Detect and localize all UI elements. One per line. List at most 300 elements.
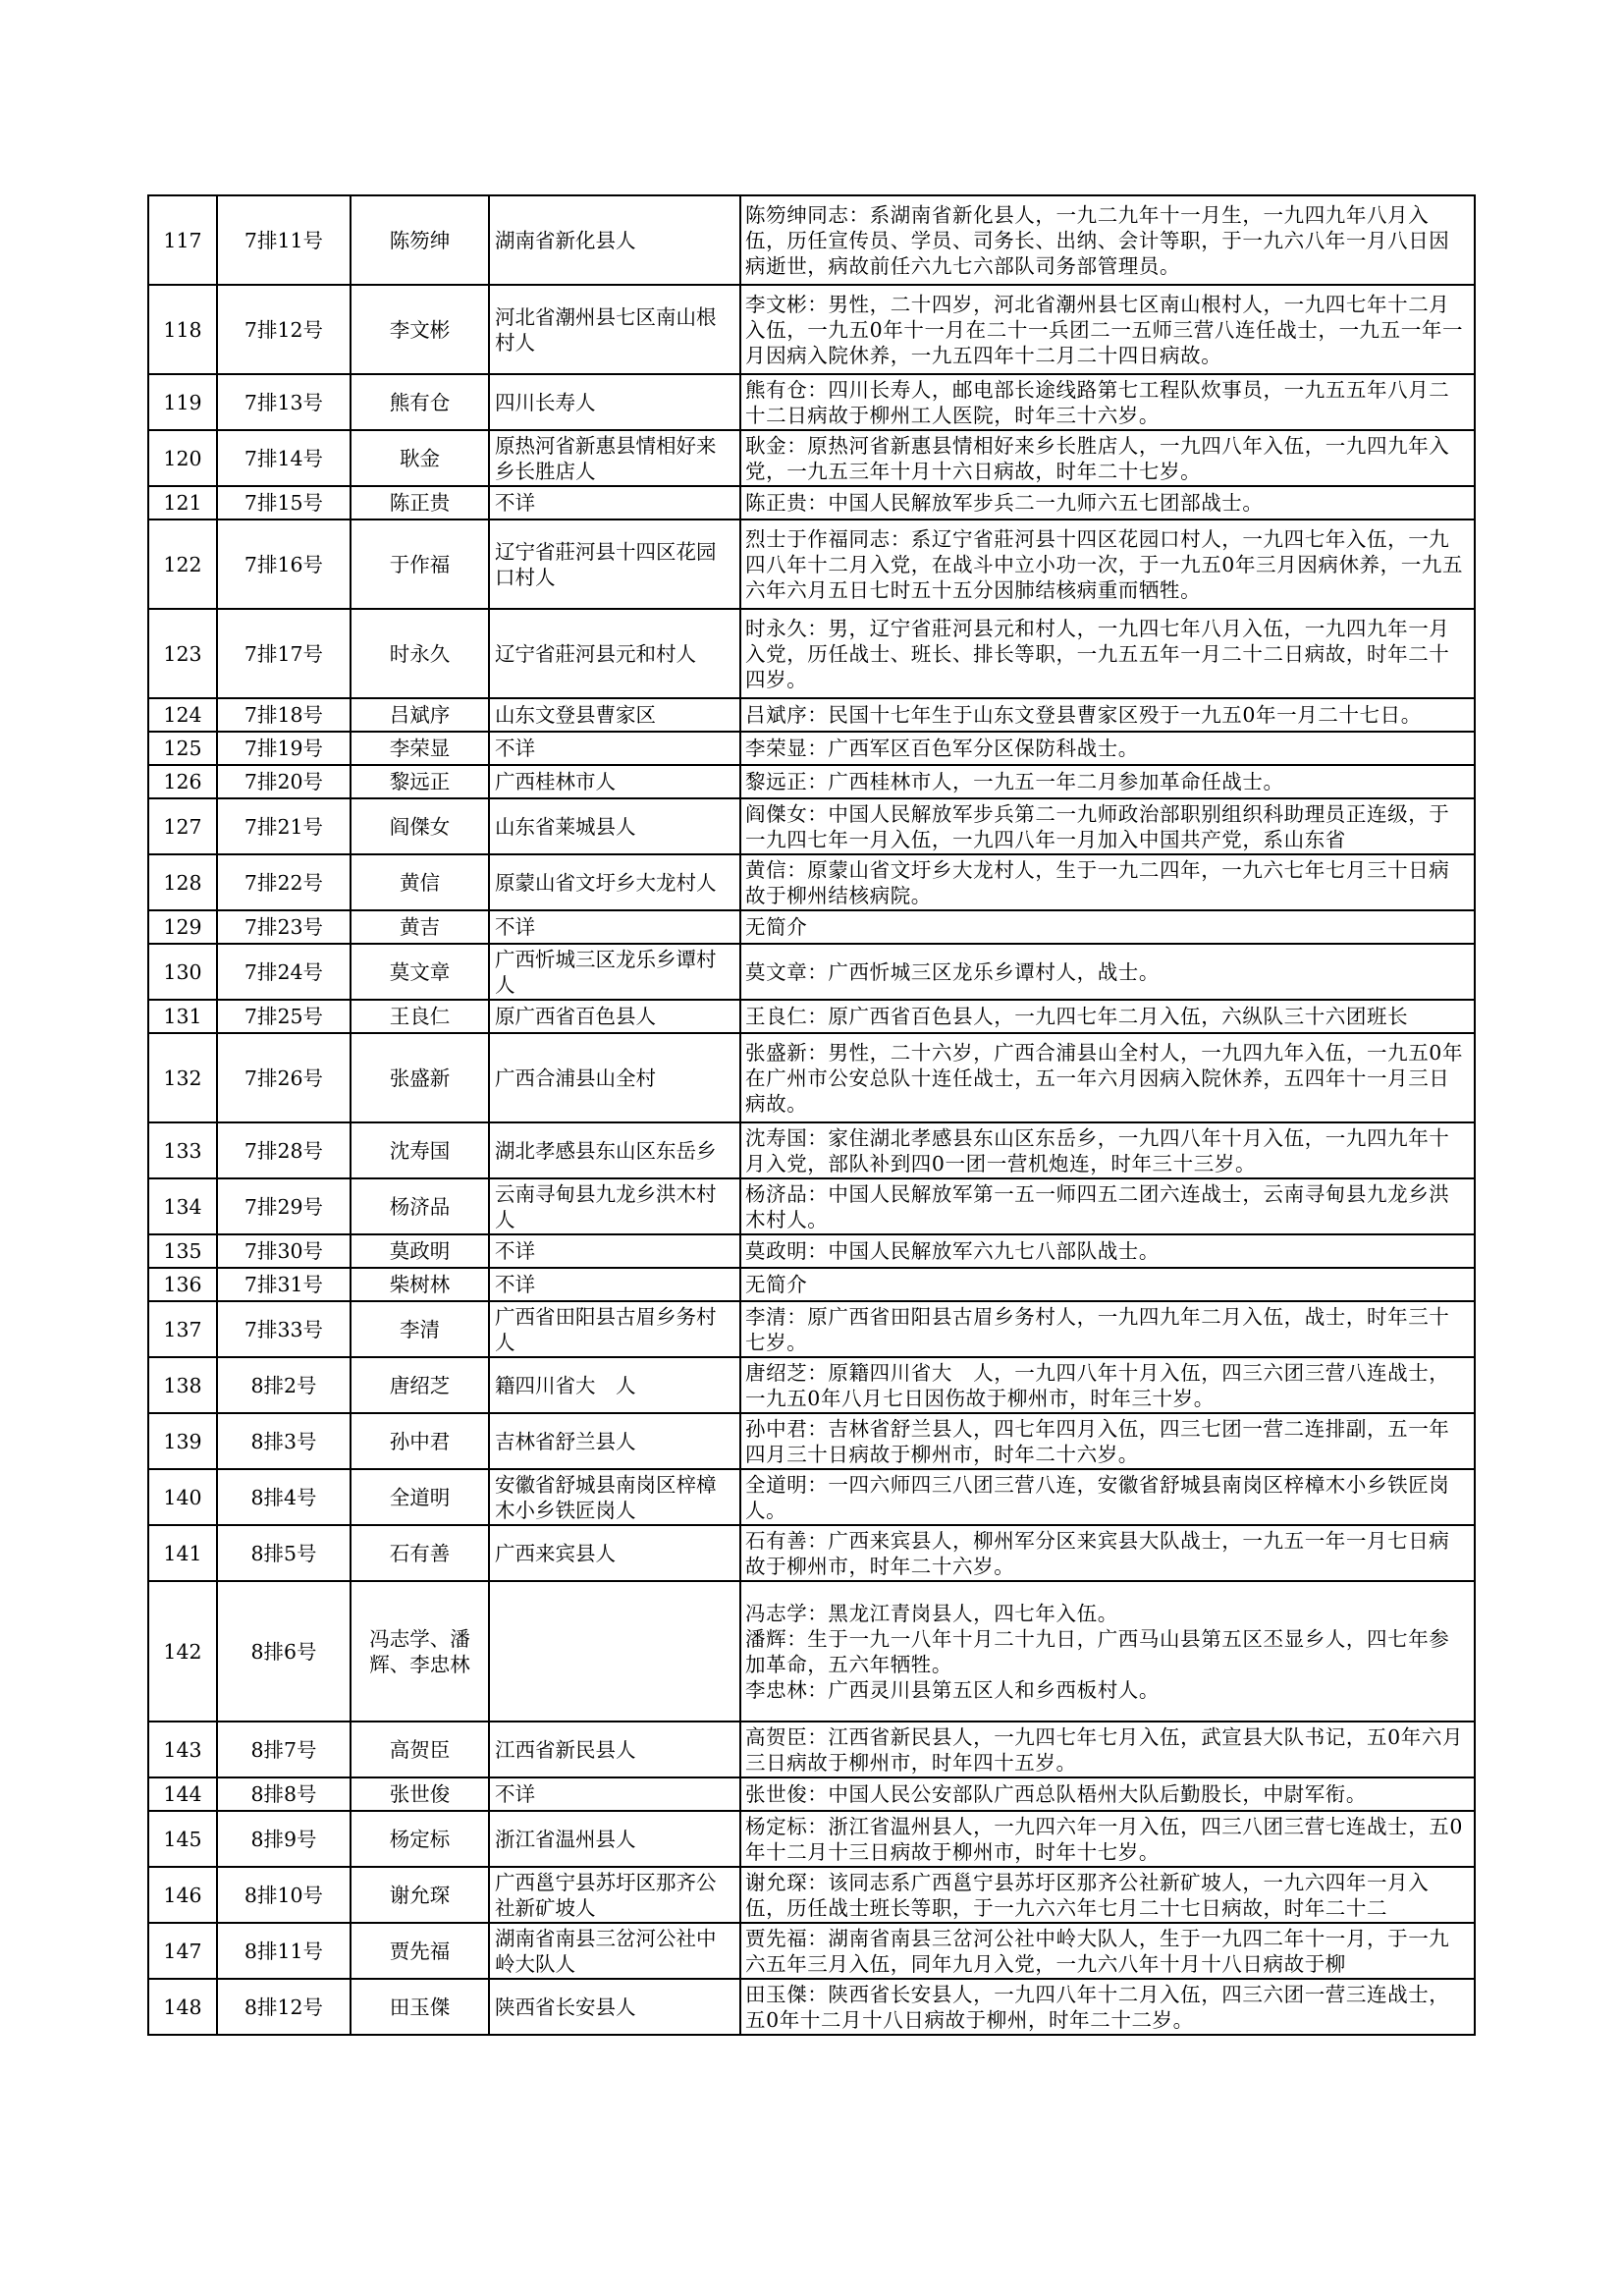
record-number: 126 [163, 770, 202, 793]
biography: 烈士于作福同志：系辽宁省莊河县十四区花园口村人，一九四七年入伍，一九四八年十二月入党，在战斗中立小功一次，于一九五0年三月因病休养，一九五六年六月五日七时五十五分因肺结核病重而牺牲。 [745, 526, 1464, 602]
biography-cell [740, 486, 1475, 519]
martyr-name: 谢允琛 [389, 1883, 451, 1907]
record-number-cell [148, 374, 217, 430]
table-row [148, 374, 1475, 430]
birthplace: 籍四川省大 人 [495, 1373, 636, 1397]
birthplace: 河北省潮州县七区南山根村人 [495, 304, 717, 355]
record-number: 148 [163, 1995, 202, 2019]
table-row [148, 195, 1475, 285]
martyr-name: 贾先福 [389, 1939, 451, 1963]
birthplace-cell [489, 1777, 740, 1811]
grave-position: 7排18号 [243, 703, 324, 727]
record-number-cell [148, 1581, 217, 1722]
biography-cell [740, 798, 1475, 854]
biography: 杨济品：中国人民解放军第一五一师四五二团六连战士，云南寻甸县九龙乡洪木村人。 [745, 1181, 1450, 1231]
record-number-cell [148, 1268, 217, 1301]
grave-position: 7排33号 [243, 1317, 324, 1341]
birthplace: 山东文登县曹家区 [495, 703, 656, 727]
record-number-cell [148, 854, 217, 910]
birthplace-cell [489, 798, 740, 854]
biography-cell [740, 195, 1475, 285]
table-row [148, 1301, 1475, 1357]
table-row [148, 910, 1475, 944]
martyr-name-cell [351, 732, 489, 765]
birthplace-cell [489, 698, 740, 732]
table-row [148, 519, 1475, 609]
record-number: 118 [163, 317, 202, 342]
grave-position: 7排22号 [243, 870, 324, 895]
grave-position-cell [217, 1867, 351, 1923]
grave-position-cell [217, 609, 351, 698]
record-number-cell [148, 1525, 217, 1581]
record-number: 123 [163, 641, 202, 666]
biography: 莫文章：广西忻城三区龙乐乡谭村人，战士。 [745, 959, 1160, 984]
record-number-cell [148, 1301, 217, 1357]
record-number: 146 [163, 1883, 202, 1907]
record-number-cell [148, 195, 217, 285]
birthplace-cell [489, 609, 740, 698]
martyr-name-cell [351, 854, 489, 910]
record-number-cell [148, 1413, 217, 1469]
record-number: 128 [163, 870, 202, 895]
grave-position: 8排6号 [250, 1639, 317, 1664]
martyrs-table [147, 194, 1476, 2036]
record-number-cell [148, 519, 217, 609]
record-number-cell [148, 1777, 217, 1811]
biography-cell [740, 430, 1475, 486]
grave-position-cell [217, 1469, 351, 1525]
grave-position-cell [217, 1413, 351, 1469]
martyr-name-cell [351, 1234, 489, 1268]
table-row [148, 486, 1475, 519]
birthplace-cell [489, 1581, 740, 1722]
martyr-name: 全道明 [389, 1485, 451, 1509]
martyr-name-cell [351, 944, 489, 1000]
biography-cell [740, 1178, 1475, 1234]
table-row [148, 765, 1475, 798]
grave-position-cell [217, 519, 351, 609]
record-number-cell [148, 1357, 217, 1413]
record-number: 147 [163, 1939, 202, 1963]
record-number: 121 [163, 491, 202, 515]
biography-cell [740, 1234, 1475, 1268]
martyr-name: 莫文章 [389, 959, 451, 984]
biography-cell [740, 1268, 1475, 1301]
birthplace: 湖北孝感县东山区东岳乡 [495, 1138, 717, 1163]
grave-position: 8排10号 [243, 1883, 324, 1907]
table-row [148, 1811, 1475, 1867]
grave-position: 7排16号 [243, 552, 324, 576]
grave-position: 7排28号 [243, 1138, 324, 1163]
birthplace-cell [489, 285, 740, 374]
biography-cell [740, 1777, 1475, 1811]
birthplace: 湖南省南县三岔河公社中岭大队人 [495, 1926, 717, 1976]
biography: 王良仁：原广西省百色县人，一九四七年二月入伍，六纵队三十六团班长 [745, 1005, 1409, 1028]
record-number: 120 [163, 446, 202, 470]
record-number-cell [148, 1867, 217, 1923]
record-number: 124 [163, 703, 202, 727]
biography: 冯志学：黑龙江青岗县人，四七年入伍。 潘辉：生于一九一八年十月二十九日，广西马山县第五区丕显乡人，四七年参加革命，五六年牺牲。 李忠林：广西灵川县第五区人和乡西板村人。 [745, 1601, 1450, 1702]
birthplace-cell [489, 1867, 740, 1923]
grave-position-cell [217, 854, 351, 910]
birthplace: 江西省新民县人 [495, 1737, 636, 1762]
biography-cell [740, 285, 1475, 374]
grave-position-cell [217, 1525, 351, 1581]
record-number: 130 [163, 959, 202, 984]
birthplace: 不详 [495, 915, 535, 939]
biography: 耿金：原热河省新惠县情相好来乡长胜店人，一九四八年入伍，一九四九年入党，一九五三年十月十六日病故，时年二十七岁。 [745, 433, 1450, 483]
table-row [148, 1122, 1475, 1178]
birthplace: 广西省田阳县古眉乡务村人 [495, 1304, 717, 1354]
record-number: 142 [163, 1639, 202, 1664]
record-number-cell [148, 1033, 217, 1122]
birthplace-cell [489, 1000, 740, 1033]
martyr-name: 柴树林 [389, 1273, 451, 1296]
biography-cell [740, 1413, 1475, 1469]
birthplace: 原热河省新惠县情相好来乡长胜店人 [495, 433, 717, 483]
birthplace-cell [489, 1033, 740, 1122]
martyr-name-cell [351, 1357, 489, 1413]
grave-position-cell [217, 1811, 351, 1867]
grave-position-cell [217, 1033, 351, 1122]
biography-cell [740, 1979, 1475, 2035]
grave-position-cell [217, 1923, 351, 1979]
grave-position: 7排30号 [243, 1239, 324, 1263]
biography: 莫政明：中国人民解放军六九七八部队战士。 [745, 1239, 1160, 1263]
martyr-name-cell [351, 374, 489, 430]
birthplace: 不详 [495, 1273, 535, 1296]
table-row [148, 1413, 1475, 1469]
grave-position-cell [217, 1000, 351, 1033]
martyr-name: 高贺臣 [389, 1737, 451, 1762]
record-number: 141 [163, 1541, 202, 1565]
biography-cell [740, 1469, 1475, 1525]
biography-cell [740, 1722, 1475, 1777]
martyr-name: 张盛新 [389, 1066, 451, 1090]
birthplace-cell [489, 910, 740, 944]
martyr-name-cell [351, 1413, 489, 1469]
birthplace-cell [489, 1413, 740, 1469]
birthplace: 四川长寿人 [495, 390, 596, 414]
grave-position: 8排11号 [243, 1939, 324, 1963]
grave-position: 7排17号 [243, 641, 324, 666]
table-row [148, 1923, 1475, 1979]
martyr-name: 时永久 [389, 641, 451, 666]
biography: 孙中君：吉林省舒兰县人，四七年四月入伍，四三七团一营二连排副，五一年四月三十日病故于柳州市，时年二十六岁。 [745, 1416, 1450, 1466]
record-number-cell [148, 1979, 217, 2035]
martyr-name-cell [351, 1923, 489, 1979]
martyr-name: 陈正贵 [389, 491, 451, 515]
martyr-name-cell [351, 1122, 489, 1178]
record-number: 119 [163, 390, 202, 414]
biography: 陈笏绅同志：系湖南省新化县人，一九二九年十一月生，一九四九年八月入伍，历任宣传员、学员、司务长、出纳、会计等职，于一九六八年一月八日因病逝世，病故前任六九七六部队司务部管理员。 [745, 202, 1450, 278]
martyr-name-cell [351, 1777, 489, 1811]
record-number-cell [148, 1923, 217, 1979]
grave-position: 7排15号 [243, 491, 324, 515]
biography-cell [740, 1000, 1475, 1033]
grave-position: 8排12号 [243, 1995, 324, 2019]
table-row [148, 1979, 1475, 2035]
birthplace: 原蒙山省文圩乡大龙村人 [495, 870, 717, 895]
record-number: 143 [163, 1737, 202, 1762]
martyr-name: 吕斌序 [389, 703, 451, 727]
martyr-name: 黄信 [400, 870, 440, 895]
martyr-name-cell [351, 1178, 489, 1234]
martyr-name: 熊有仓 [389, 390, 451, 414]
birthplace-cell [489, 1357, 740, 1413]
grave-position: 8排7号 [250, 1737, 317, 1762]
birthplace: 广西邕宁县苏圩区那齐公社新矿坡人 [495, 1870, 717, 1920]
record-number: 135 [163, 1239, 202, 1263]
biography-cell [740, 765, 1475, 798]
biography: 黎远正：广西桂林市人，一九五一年二月参加革命任战士。 [745, 770, 1284, 793]
biography: 石有善：广西来宾县人，柳州军分区来宾县大队战士，一九五一年一月七日病故于柳州市，时年二十六岁。 [745, 1528, 1450, 1578]
record-number-cell [148, 1178, 217, 1234]
birthplace: 山东省莱城县人 [495, 814, 636, 839]
record-number: 139 [163, 1429, 202, 1453]
grave-position-cell [217, 944, 351, 1000]
table-row [148, 1234, 1475, 1268]
martyr-name: 李文彬 [389, 317, 451, 342]
grave-position-cell [217, 1722, 351, 1777]
biography: 无简介 [745, 1273, 808, 1296]
biography-cell [740, 609, 1475, 698]
grave-position-cell [217, 765, 351, 798]
birthplace-cell [489, 944, 740, 1000]
grave-position: 7排20号 [243, 770, 324, 793]
biography-cell [740, 519, 1475, 609]
biography: 高贺臣：江西省新民县人，一九四七年七月入伍，武宣县大队书记，五0年六月三日病故于柳州市，时年四十五岁。 [745, 1724, 1464, 1775]
record-number: 133 [163, 1138, 202, 1163]
birthplace-cell [489, 1234, 740, 1268]
birthplace: 广西合浦县山全村 [495, 1066, 656, 1090]
record-number-cell [148, 1469, 217, 1525]
biography-cell [740, 1033, 1475, 1122]
biography-cell [740, 1357, 1475, 1413]
birthplace-cell [489, 854, 740, 910]
martyr-name: 陈笏绅 [389, 228, 451, 252]
martyr-name-cell [351, 430, 489, 486]
table-row [148, 798, 1475, 854]
grave-position-cell [217, 430, 351, 486]
grave-position-cell [217, 1178, 351, 1234]
birthplace: 不详 [495, 1782, 535, 1806]
record-number: 132 [163, 1066, 202, 1090]
martyr-name: 李荣显 [389, 737, 451, 760]
table-body [148, 195, 1475, 2035]
record-number-cell [148, 285, 217, 374]
martyr-name-cell [351, 1301, 489, 1357]
grave-position-cell [217, 1122, 351, 1178]
martyr-name-cell [351, 1867, 489, 1923]
grave-position: 8排3号 [250, 1429, 317, 1453]
martyr-name: 杨济品 [389, 1194, 451, 1219]
biography-cell [740, 732, 1475, 765]
grave-position-cell [217, 285, 351, 374]
birthplace: 不详 [495, 737, 535, 760]
martyr-name-cell [351, 910, 489, 944]
biography: 唐绍芝：原籍四川省大 人，一九四八年十月入伍，四三六团三营八连战士，一九五0年八月七日因伤故于柳州市，时年三十岁。 [745, 1360, 1450, 1410]
birthplace-cell [489, 765, 740, 798]
grave-position: 7排21号 [243, 814, 324, 839]
martyr-name: 沈寿国 [389, 1138, 451, 1163]
grave-position: 8排5号 [250, 1541, 317, 1565]
biography-cell [740, 1581, 1475, 1722]
record-number: 129 [163, 915, 202, 939]
record-number: 117 [163, 228, 202, 252]
biography: 李清：原广西省田阳县古眉乡务村人，一九四九年二月入伍，战士，时年三十七岁。 [745, 1304, 1450, 1354]
biography-cell [740, 854, 1475, 910]
martyr-name-cell [351, 195, 489, 285]
record-number-cell [148, 1811, 217, 1867]
table-row [148, 698, 1475, 732]
record-number-cell [148, 910, 217, 944]
grave-position: 7排29号 [243, 1194, 324, 1219]
biography: 黄信：原蒙山省文圩乡大龙村人，生于一九二四年，一九六七年七月三十日病故于柳州结核病院。 [745, 857, 1450, 907]
table-row [148, 854, 1475, 910]
martyr-name-cell [351, 519, 489, 609]
record-number-cell [148, 698, 217, 732]
record-number: 127 [163, 814, 202, 839]
table-row [148, 1469, 1475, 1525]
biography-cell [740, 1122, 1475, 1178]
martyr-name-cell [351, 1722, 489, 1777]
table-row [148, 944, 1475, 1000]
biography-cell [740, 1923, 1475, 1979]
grave-position: 7排12号 [243, 317, 324, 342]
birthplace: 广西忻城三区龙乐乡谭村人 [495, 947, 717, 997]
birthplace: 广西来宾县人 [495, 1541, 616, 1565]
grave-position: 7排24号 [243, 959, 324, 984]
biography: 熊有仓：四川长寿人，邮电部长途线路第七工程队炊事员，一九五五年八月二十二日病故于柳州工人医院，时年三十六岁。 [745, 377, 1450, 427]
martyr-name-cell [351, 609, 489, 698]
table-row [148, 1178, 1475, 1234]
table-row [148, 1000, 1475, 1033]
martyr-name-cell [351, 1581, 489, 1722]
martyr-name-cell [351, 1469, 489, 1525]
grave-position-cell [217, 698, 351, 732]
record-number: 122 [163, 552, 202, 576]
table-row [148, 1357, 1475, 1413]
biography-cell [740, 1525, 1475, 1581]
biography: 陈正贵：中国人民解放军步兵二一九师六五七团部战士。 [745, 491, 1264, 515]
table-row [148, 430, 1475, 486]
record-number: 137 [163, 1317, 202, 1341]
record-number-cell [148, 798, 217, 854]
grave-position: 7排25号 [243, 1005, 324, 1028]
record-number-cell [148, 1234, 217, 1268]
grave-position-cell [217, 1357, 351, 1413]
birthplace-cell [489, 1525, 740, 1581]
martyr-name: 孙中君 [389, 1429, 451, 1453]
table-row [148, 732, 1475, 765]
record-number: 140 [163, 1485, 202, 1509]
birthplace-cell [489, 1469, 740, 1525]
record-number: 138 [163, 1373, 202, 1397]
birthplace-cell [489, 1178, 740, 1234]
birthplace: 广西桂林市人 [495, 770, 616, 793]
biography-cell [740, 1301, 1475, 1357]
record-number: 136 [163, 1273, 202, 1296]
martyr-name: 张世俊 [389, 1782, 451, 1806]
martyr-name: 耿金 [400, 446, 440, 470]
table-row [148, 1033, 1475, 1122]
birthplace-cell [489, 519, 740, 609]
martyr-name: 田玉傑 [389, 1995, 451, 2019]
martyr-name-cell [351, 1033, 489, 1122]
grave-position: 8排8号 [250, 1782, 317, 1806]
grave-position-cell [217, 910, 351, 944]
biography-cell [740, 910, 1475, 944]
birthplace-cell [489, 430, 740, 486]
grave-position: 7排26号 [243, 1066, 324, 1090]
biography: 杨定标：浙江省温州县人，一九四六年一月入伍，四三八团三营七连战士，五0年十二月十三日病故于柳州市，时年十七岁。 [745, 1814, 1464, 1864]
birthplace-cell [489, 1979, 740, 2035]
grave-position-cell [217, 486, 351, 519]
birthplace: 浙江省温州县人 [495, 1827, 636, 1851]
birthplace: 原广西省百色县人 [495, 1005, 656, 1028]
grave-position-cell [217, 374, 351, 430]
martyr-name: 杨定标 [389, 1827, 451, 1851]
grave-position: 7排23号 [243, 915, 324, 939]
grave-position-cell [217, 1979, 351, 2035]
martyr-name: 石有善 [389, 1541, 451, 1565]
grave-position-cell [217, 732, 351, 765]
biography-cell [740, 698, 1475, 732]
grave-position-cell [217, 1581, 351, 1722]
biography: 田玉傑：陕西省长安县人，一九四八年十二月入伍，四三六团一营三连战士，五0年十二月十八日病故于柳州，时年二十二岁。 [745, 1982, 1450, 2032]
birthplace: 陕西省长安县人 [495, 1995, 636, 2019]
record-number-cell [148, 732, 217, 765]
record-number: 125 [163, 737, 202, 760]
record-number: 144 [163, 1782, 202, 1806]
birthplace: 不详 [495, 491, 535, 515]
birthplace: 不详 [495, 1239, 535, 1263]
table-row [148, 1722, 1475, 1777]
martyr-name-cell [351, 1525, 489, 1581]
martyr-name-cell [351, 798, 489, 854]
grave-position: 7排31号 [243, 1273, 324, 1296]
grave-position: 7排11号 [243, 228, 324, 252]
martyr-name: 于作福 [389, 552, 451, 576]
birthplace: 辽宁省莊河县元和村人 [495, 641, 696, 666]
birthplace-cell [489, 1722, 740, 1777]
birthplace-cell [489, 486, 740, 519]
biography-cell [740, 1867, 1475, 1923]
grave-position: 7排19号 [243, 737, 324, 760]
grave-position: 7排13号 [243, 390, 324, 414]
birthplace: 湖南省新化县人 [495, 228, 636, 252]
record-number-cell [148, 944, 217, 1000]
grave-position: 8排2号 [250, 1373, 317, 1397]
table-row [148, 285, 1475, 374]
biography: 全道明：一四六师四三八团三营八连，安徽省舒城县南岗区梓樟木小乡铁匠岗人。 [745, 1472, 1450, 1522]
biography-cell [740, 374, 1475, 430]
birthplace-cell [489, 1122, 740, 1178]
martyr-name-cell [351, 285, 489, 374]
grave-position-cell [217, 195, 351, 285]
birthplace-cell [489, 195, 740, 285]
table-row [148, 1525, 1475, 1581]
biography: 谢允琛：该同志系广西邕宁县苏圩区那齐公社新矿坡人，一九六四年一月入伍，历任战士班长等职，于一九六六年七月二十七日病故，时年二十二 [745, 1870, 1430, 1920]
record-number: 131 [163, 1005, 202, 1028]
martyr-name: 莫政明 [389, 1239, 451, 1263]
table-row [148, 1581, 1475, 1722]
table-row [148, 1867, 1475, 1923]
biography: 时永久：男，辽宁省莊河县元和村人，一九四七年八月入伍，一九四九年一月入党，历任战士、班长、排长等职，一九五五年一月二十二日病故，时年二十四岁。 [745, 616, 1450, 691]
grave-position-cell [217, 1234, 351, 1268]
biography: 贾先福：湖南省南县三岔河公社中岭大队人，生于一九四二年十一月，于一九六五年三月入伍，同年九月入党，一九六八年十月十八日病故于柳 [745, 1926, 1450, 1976]
